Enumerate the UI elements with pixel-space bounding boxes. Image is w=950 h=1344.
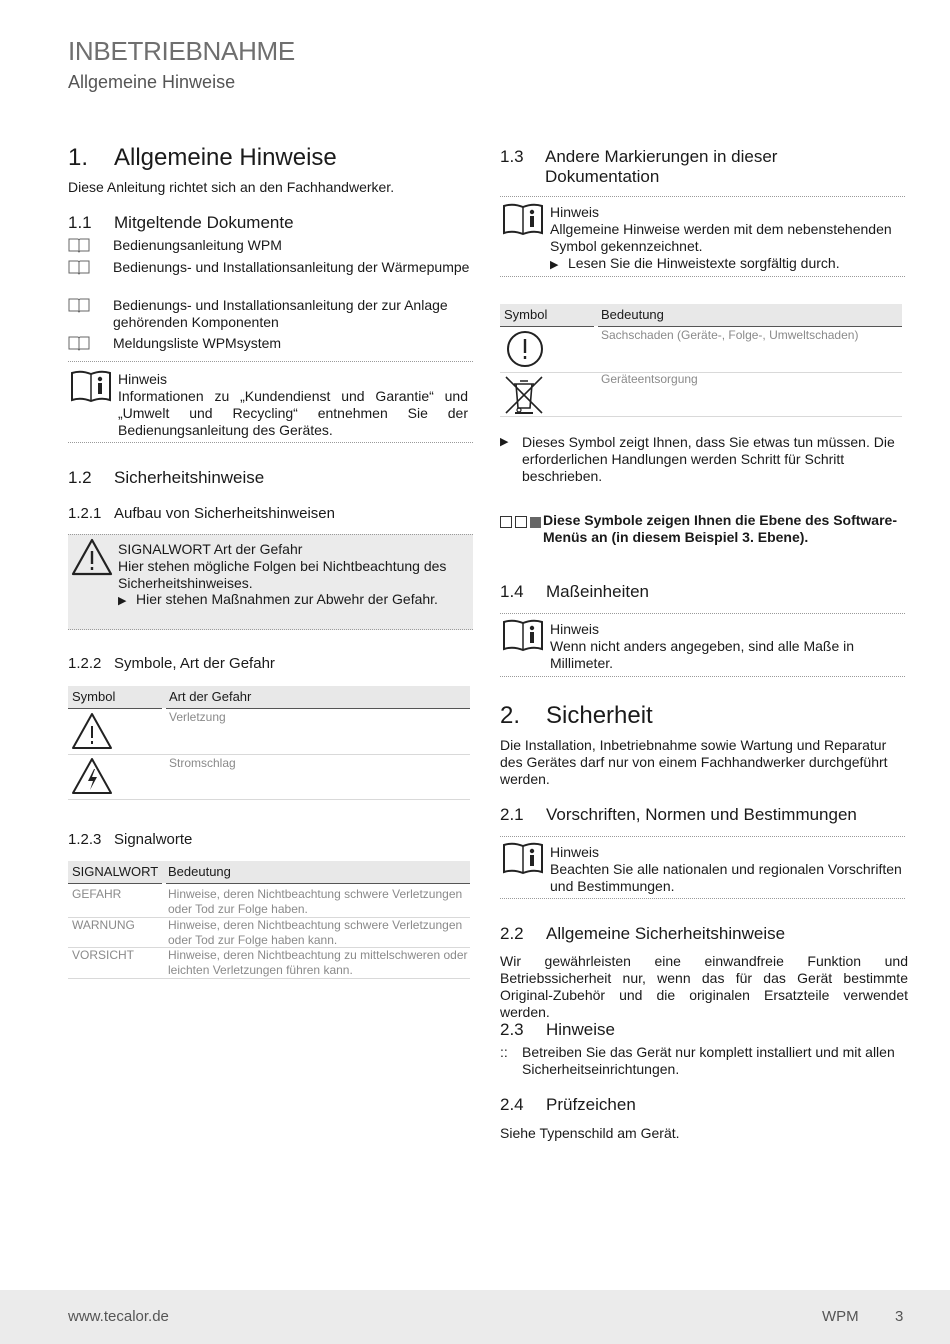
menu-level-paragraph: Diese Symbole zeigen Ihnen die Ebene des Software-Menüs an (in diesem Beispiel 3. Ebene). — [500, 512, 905, 546]
warning-title: SIGNALWORT Art der Gefahr — [118, 541, 303, 557]
rule — [68, 799, 470, 800]
paragraph: Wir gewährleisten eine einwandfreie Funktion und Betriebssicherheit nur, wenn das für das Gerät bestimmte Original-Zubehör und die originalen Ersatzteile verwendet werden. — [500, 953, 908, 1020]
hint-text: Allgemeine Hinweise werden mit dem nebenstehenden Symbol gekennzeichnet. — [550, 221, 892, 254]
electric-shock-icon — [71, 757, 113, 795]
heading-1-4: 1.4 Maßeinheiten — [500, 582, 650, 601]
heading-1-2-1: 1.2.1 Aufbau von Sicherheitshinweisen — [68, 505, 335, 522]
rule — [68, 978, 470, 979]
hint-label: Hinweis — [550, 204, 600, 220]
intro-text: Die Installation, Inbetriebnahme sowie Wartung und Reparatur des Gerätes darf nur von einem Fachhandwerker durchgeführt werden. — [500, 737, 888, 787]
heading-2-4: 2.4 Prüfzeichen — [500, 1095, 636, 1114]
rule — [68, 754, 470, 755]
heading-2-2: 2.2 Allgemeine Sicherheitshinweise — [500, 924, 786, 943]
signal-meaning: Hinweise, deren Nichtbeachtung zu mittelschweren oder leichten Verletzungen führen kann. — [168, 948, 468, 977]
signal-meaning: Hinweise, deren Nichtbeachtung schwere Verletzungen oder Tod zur Folge haben. — [168, 887, 463, 916]
divider — [500, 613, 905, 614]
exclamation-circle-icon — [505, 330, 545, 368]
heading-1-2-2: 1.2.2 Symbole, Art der Gefahr — [68, 655, 275, 672]
page-number: 3 — [895, 1308, 904, 1325]
section-title: INBETRIEBNAHME — [68, 36, 295, 66]
book-icon — [68, 237, 90, 253]
divider — [500, 196, 905, 197]
divider — [500, 836, 905, 837]
warning-action: ▶ Hier stehen Maßnahmen zur Abwehr der Gefahr. — [118, 591, 438, 607]
doc-item: Bedienungs- und Installationsanleitung der zur Anlage gehörenden Komponenten — [68, 297, 473, 331]
info-book-icon — [70, 369, 112, 403]
rule — [500, 416, 902, 417]
rule — [500, 372, 902, 373]
heading-1: 1. Allgemeine Hinweise — [68, 144, 337, 171]
signal-word: GEFAHR — [72, 887, 122, 901]
heading-2-1: 2.1 Vorschriften, Normen und Bestimmungen — [500, 805, 857, 824]
warning-triangle-icon — [71, 712, 113, 750]
hint-text: Informationen zu „Kundendienst und Garantie“ und „Umwelt und Recycling“ entnehmen Sie der Bedienungsanleitung des Gerätes. — [118, 388, 468, 438]
book-icon — [68, 297, 90, 313]
doc-item: Bedienungs- und Installationsanleitung der Wärmepumpe — [68, 259, 473, 276]
heading-2: 2. Sicherheit — [500, 702, 653, 729]
hint-text: Beachten Sie alle nationalen und regionalen Vorschriften und Bestimmungen. — [550, 861, 902, 894]
doc-item: Bedienungsanleitung WPM — [68, 237, 473, 254]
warning-triangle-icon — [71, 538, 113, 576]
crossed-bin-icon — [503, 374, 545, 416]
table-cell: Verletzung — [169, 710, 226, 724]
heading-1-2-3: 1.2.3 Signalworte — [68, 831, 193, 848]
heading-1-3: 1.3 Andere Markierungen in dieser Dokumentation — [500, 147, 778, 186]
divider — [68, 629, 473, 630]
table-header: Symbol Bedeutung — [500, 304, 902, 326]
rule — [500, 326, 594, 327]
section-subtitle: Allgemeine Hinweise — [68, 72, 236, 92]
paragraph: Siehe Typenschild am Gerät. — [500, 1125, 680, 1141]
rule — [598, 326, 902, 327]
action-paragraph: ▶ Dieses Symbol zeigt Ihnen, dass Sie etwas tun müssen. Die erforderlichen Handlungen werden Schritt für Schritt beschrieben. — [500, 434, 895, 484]
page-footer — [0, 1290, 950, 1344]
hint-label: Hinweis — [550, 844, 600, 860]
bullet-paragraph: :: Betreiben Sie das Gerät nur komplett installiert und mit allen Sicherheitseinrichtungen. — [500, 1044, 895, 1077]
book-icon — [68, 335, 90, 351]
rule — [166, 708, 470, 709]
hint-label: Hinweis — [118, 371, 168, 387]
rule — [68, 708, 162, 709]
heading-1-1: 1.1 Mitgeltende Dokumente — [68, 213, 294, 232]
table-header: SIGNALWORT Bedeutung — [68, 861, 470, 883]
doc-item: Meldungsliste WPMsystem — [68, 335, 473, 352]
divider — [500, 276, 905, 277]
divider — [500, 676, 905, 677]
divider — [68, 442, 473, 443]
table-header: Symbol Art der Gefahr — [68, 686, 470, 708]
info-book-icon — [502, 202, 544, 236]
table-cell: Sachschaden (Geräte-, Folge-, Umweltschaden) — [601, 328, 859, 342]
signal-word: VORSICHT — [72, 948, 135, 962]
signal-meaning: Hinweise, deren Nichtbeachtung schwere Verletzungen oder Tod zur Folge haben kann. — [168, 918, 463, 947]
menu-level-icon — [500, 515, 541, 532]
rule — [68, 883, 162, 884]
divider — [68, 361, 473, 362]
intro-text: Diese Anleitung richtet sich an den Fachhandwerker. — [68, 179, 395, 195]
footer-product: WPM — [822, 1308, 859, 1325]
table-cell: Stromschlag — [169, 756, 236, 770]
rule — [166, 883, 470, 884]
footer-url[interactable]: www.tecalor.de — [68, 1308, 169, 1325]
table-cell: Geräteentsorgung — [601, 372, 698, 386]
signal-word: WARNUNG — [72, 918, 135, 932]
info-book-icon — [502, 841, 544, 875]
hint-text: Wenn nicht anders angegeben, sind alle Maße in Millimeter. — [550, 638, 855, 671]
bullet-icon: :: — [500, 1044, 508, 1060]
hint-action: ▶ Lesen Sie die Hinweistexte sorgfältig durch. — [550, 255, 840, 271]
hint-label: Hinweis — [550, 621, 600, 637]
play-arrow-icon: ▶ — [500, 436, 509, 448]
warning-text: Hier stehen mögliche Folgen bei Nichtbeachtung des Sicherheitshinweises. — [118, 558, 447, 591]
heading-2-3: 2.3 Hinweise — [500, 1020, 615, 1039]
divider — [500, 898, 905, 899]
book-icon — [68, 259, 90, 275]
info-book-icon — [502, 618, 544, 652]
heading-1-2: 1.2 Sicherheitshinweise — [68, 468, 265, 487]
divider — [68, 534, 473, 535]
